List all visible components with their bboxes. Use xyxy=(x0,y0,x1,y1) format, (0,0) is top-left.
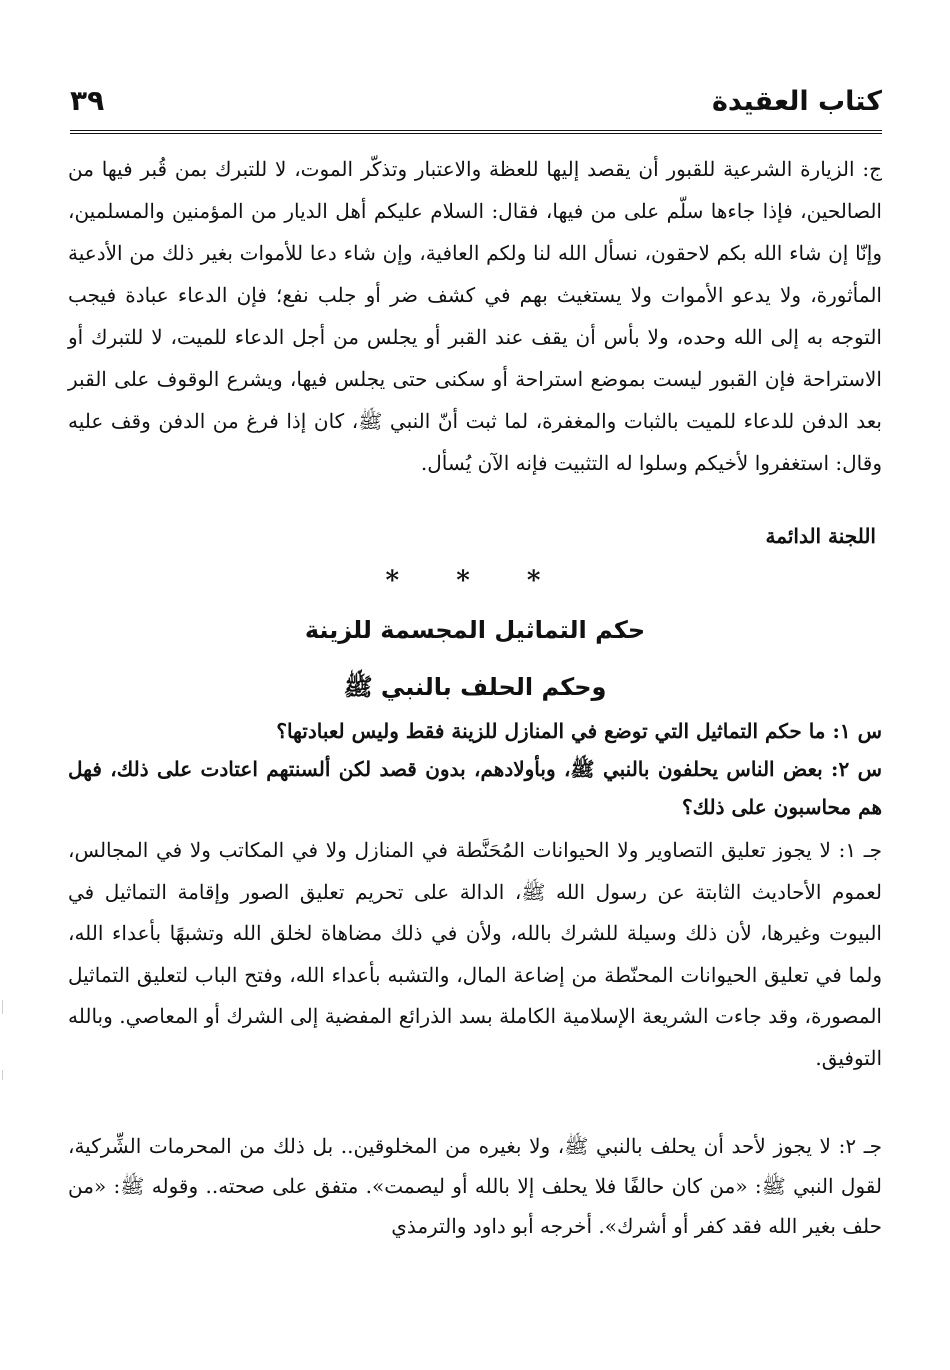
section-heading: حكم التماثيل المجسمة للزينة xyxy=(304,616,646,644)
page-number: ٣٩ xyxy=(70,84,105,117)
question-2: س ٢: بعض الناس يحلفون بالنبي ﷺ، وبأولادهم، بدون قصد لكن ألسنتهم اعتادت على ذلك، فهل هم محاسبون على ذلك؟ xyxy=(68,757,882,819)
running-title: كتاب العقيدة xyxy=(711,86,882,117)
header-rule xyxy=(70,130,882,134)
questions-block xyxy=(68,712,882,826)
answer-paragraph-3 xyxy=(68,1126,882,1246)
section-subheading: وحكم الحلف بالنبي ﷺ xyxy=(343,673,607,701)
scan-edge-mark xyxy=(2,1070,3,1080)
section-separator: * * * xyxy=(385,566,565,596)
answer-3-text: جـ ٢: لا يجوز لأحد أن يحلف بالنبي ﷺ، ولا بغيره من المخلوقين.. بل ذلك من المحرمات الشِّركية، لقول النبي ﷺ: «من كان حالفًا فلا يحلف إلا بالله أو ليصمت». متفق على صحته.. وقوله ﷺ: «من حلف بغير الله فقد كفر أو أشرك». أخرجه أبو داود والترمذي xyxy=(68,1134,882,1238)
answer-paragraph-1 xyxy=(68,148,882,484)
signature-committee: اللجنة الدائمة xyxy=(765,524,876,548)
question-1: س ١: ما حكم التماثيل التي توضع في المنازل للزينة فقط وليس لعبادتها؟ xyxy=(276,719,882,743)
answer-2-text: جـ ١: لا يجوز تعليق التصاوير ولا الحيوانات المُحَنَّطة في المنازل ولا في المكاتب ولا في المجالس، لعموم الأحاديث الثابتة عن رسول الله ﷺ، الدالة على تحريم تعليق الصور وإقامة التماثيل في البيوت وغيرها، لأن ذلك وسيلة للشرك بالله، ولأن في ذلك مضاهاة لخلق الله وتشبهًا بأعداء الله، ولما في تعليق الحيوانات المحنّطة من إضاعة المال، والتشبه بأعداء الله، وفتح الباب لتعليق التماثيل المصورة، وقد جاءت الشريعة الإسلامية الكاملة بسد الذرائع المفضية إلى الشرك أو المعاصي. وبالله التوفيق. xyxy=(68,838,883,1070)
scan-edge-mark xyxy=(2,1000,3,1014)
answer-paragraph-2 xyxy=(68,830,882,1079)
answer-1-text: ج: الزيارة الشرعية للقبور أن يقصد إليها للعظة والاعتبار وتذكّر الموت، لا للتبرك بمن قُبر فيها من الصالحين، فإذا جاءها سلّم على من فيها، فقال: السلام عليكم أهل الديار من المؤمنين والمسلمين، وإنّا إن شاء الله بكم لاحقون، نسأل الله لنا ولكم العافية، وإن شاء دعا للأموات بغير ذلك من الأدعية المأثورة، ولا يدعو الأموات ولا يستغيث بهم في كشف ضر أو جلب نفع؛ فإن الدعاء عبادة فيجب التوجه به إلى الله وحده، ولا بأس أن يقف عند القبر أو يجلس من أجل الدعاء للميت، لا للتبرك أو الاستراحة فإن القبور ليست بموضع استراحة أو سكنى حتى يجلس فيها، ويشرع الوقوف على القبر بعد الدفن للدعاء للميت بالثبات والمغفرة، لما ثبت أنّ النبي ﷺ، كان إذا فرغ من الدفن وقف عليه وقال: استغفروا لأخيكم وسلوا له التثبيت فإنه الآن يُسأل. xyxy=(68,157,882,475)
